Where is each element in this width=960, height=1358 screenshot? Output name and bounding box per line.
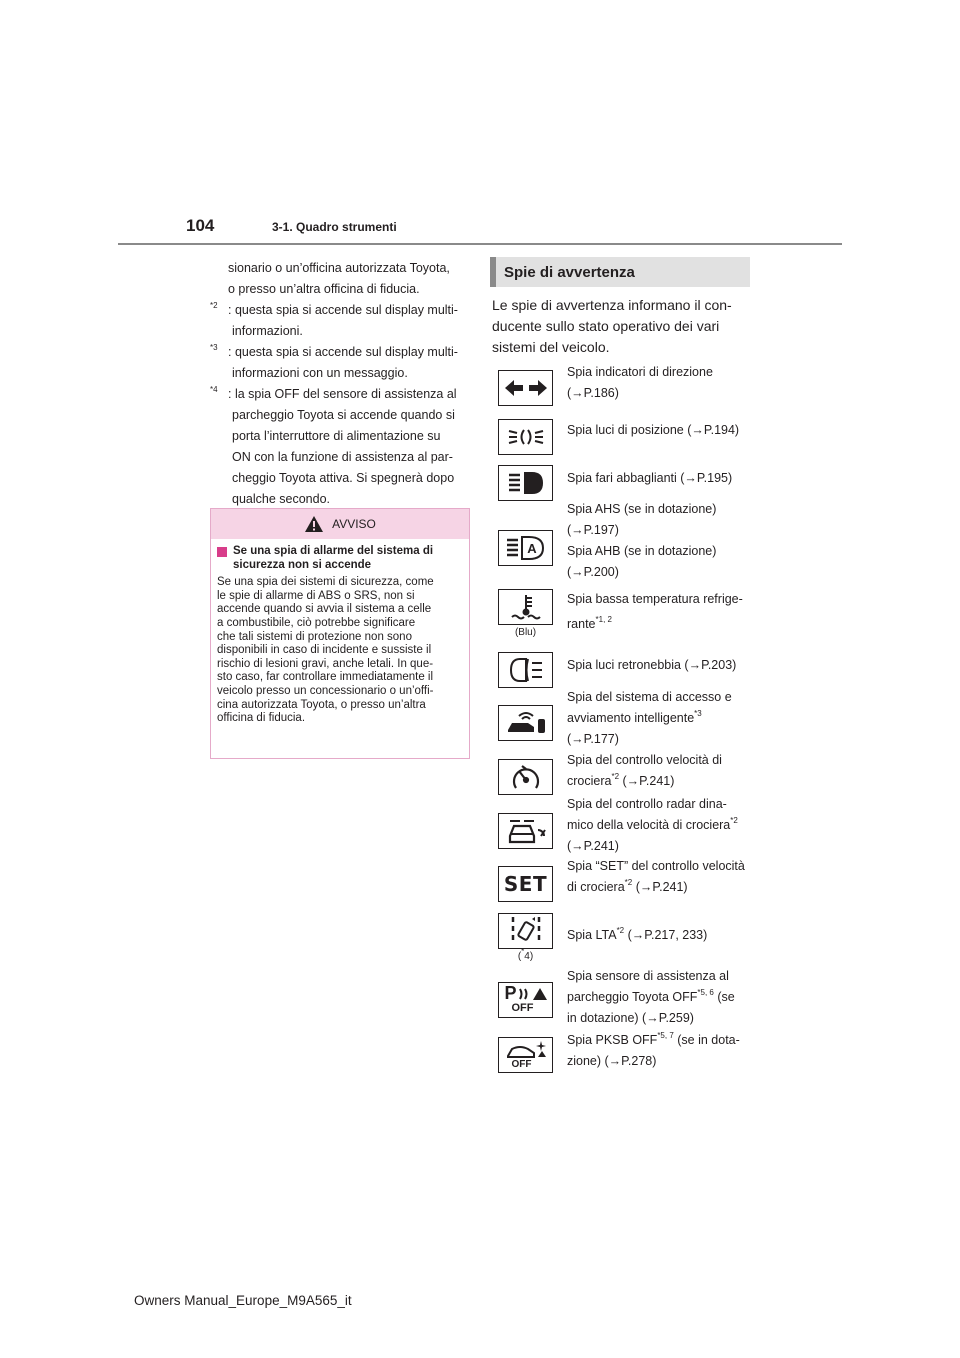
ahs-ahb-icon	[498, 530, 553, 566]
avviso-text: Se una spia dei sistemi di sicurezza, come le spie di allarme di ABS o SRS, non si accende quando si avvia il sistema a celle a combustibile, ciò potrebbe significare che tali sistemi di protezione non sono disponibili in caso di incidente e sussiste il rischio di lesioni gravi, anche letali. In que- sto caso, far controllare immediatamente il veicolo presso un concessionario o un’offi- cina autorizzata Toyota, o presso un’altra officina di fiducia.	[217, 576, 434, 725]
high-beam-icon	[498, 465, 553, 501]
footnote-2: $^{*2}$ : questa spia si accende sul display multi- informazioni.	[210, 300, 458, 338]
desc-set: Spia “SET” del controllo velocità di crociera$^{*2}$ (→P.241)	[567, 859, 745, 894]
set-icon: SET	[498, 866, 553, 902]
desc-high-beam: Spia fari abbaglianti (→P.195)	[567, 471, 733, 485]
smart-entry-icon	[498, 705, 553, 741]
caption-lta: (*4)	[517, 946, 534, 962]
turn-signal-icon	[498, 370, 553, 406]
cruise-control-icon	[498, 759, 553, 795]
avviso-subtitle: Se una spia di allarme del sistema di sicurezza non si accende	[217, 545, 463, 572]
rear-fog-icon	[498, 652, 553, 688]
continuation-line: o presso un’altra officina di fiducia.	[228, 282, 420, 296]
desc-cruise-control: Spia del controllo velocità di crociera$^{*2}$ (→P.241)	[567, 753, 722, 788]
caption-blu: (Blu)	[514, 627, 537, 638]
avviso-title: AVVISO	[332, 517, 376, 531]
radar-cruise-icon	[498, 813, 553, 849]
desc-smart-entry: Spia del sistema di accesso e avviamento intelligente$^{*3}$ (→P.177)	[567, 690, 732, 746]
parking-sensor-off-icon: P OFF	[498, 982, 553, 1018]
section-title: 3-1. Quadro strumenti	[272, 220, 397, 234]
desc-rear-fog: Spia luci retronebbia (→P.203)	[567, 658, 737, 672]
footnote-4: $^{*4}$ : la spia OFF del sensore di assistenza al parcheggio Toyota si accende quando si porta l’interruttore di alimentazione su ON con la funzione di assistenza al par- cheggio Toyota attiva. Si spegnerà dopo qualche secondo.	[210, 384, 457, 506]
header-rule	[118, 243, 842, 245]
warning-triangle-icon	[304, 515, 324, 533]
lta-icon	[498, 913, 553, 949]
footnote-3: $^{*3}$ : questa spia si accende sul display multi- informazioni con un messaggio.	[210, 342, 458, 380]
desc-turn-signal: Spia indicatori di direzione (→P.186)	[567, 365, 713, 400]
left-column	[210, 258, 470, 510]
desc-ahs-ahb: Spia AHS (se in dotazione) (→P.197) Spia AHB (se in dotazione) (→P.200)	[567, 502, 717, 579]
section-heading: Spie di avvertenza	[490, 257, 750, 287]
low-coolant-temp-icon	[498, 589, 553, 625]
pksb-off-icon: OFF	[498, 1037, 553, 1073]
page-number: 104	[186, 216, 215, 235]
desc-radar-cruise: Spia del controllo radar dina- mico della velocità di crociera$^{*2}$ (→P.241)	[567, 797, 738, 853]
intro-text: Le spie di avvertenza informano il con- ducente sullo stato operativo dei vari sistemi del veicolo.	[492, 297, 732, 355]
desc-low-coolant: Spia bassa temperatura refrige- rante$^{*1, 2}$	[567, 592, 743, 631]
desc-parking-sensor-off: Spia sensore di assistenza al parcheggio Toyota OFF$^{*5, 6}$ (se in dotazione) (→P.259)	[567, 969, 735, 1025]
desc-pksb-off: Spia PKSB OFF$^{*5, 7}$ (se in dota- zione) (→P.278)	[567, 1030, 740, 1068]
svg-text:A: A	[526, 541, 537, 556]
footer-text: Owners Manual_Europe_M9A565_it	[134, 1293, 352, 1308]
bullet-square-icon	[217, 547, 227, 557]
position-lights-icon	[498, 419, 553, 455]
continuation-line: sionario o un’officina autorizzata Toyota,	[228, 261, 450, 275]
desc-lta: Spia LTA$^{*2}$ (→P.217, 233)	[567, 925, 708, 942]
avviso-box	[210, 508, 470, 759]
desc-position-lights: Spia luci di posizione (→P.194)	[567, 423, 740, 437]
avviso-header	[211, 509, 469, 539]
